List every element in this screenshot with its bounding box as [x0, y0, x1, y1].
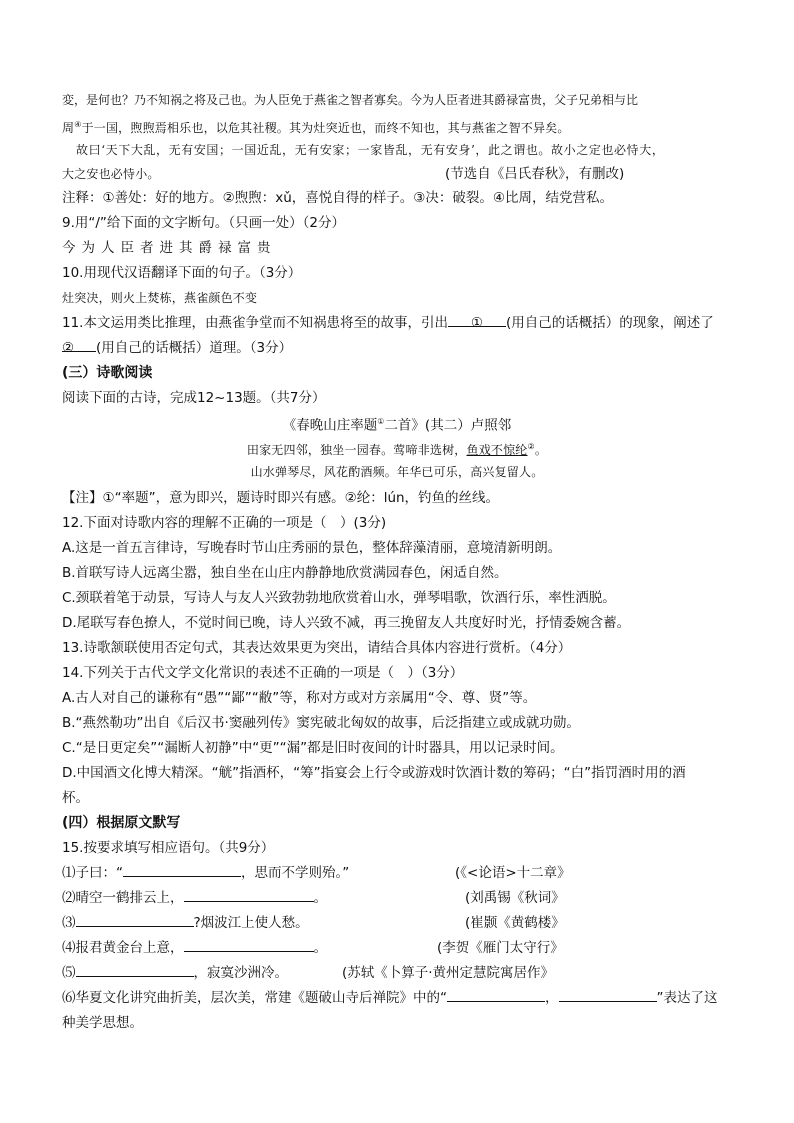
- q15-blank-1[interactable]: [123, 862, 241, 877]
- q14-option-c[interactable]: C.“是日更定矣”“漏断人初静”中“更”“漏”都是旧时夜间的计时器具，用以记录时间。: [62, 740, 564, 756]
- section4-heading: (四）根据原文默写: [62, 815, 181, 831]
- q14-option-d-cont: 杯。: [62, 790, 89, 806]
- q14-option-a[interactable]: A.古人对自己的谦称有“愚”“鄙”“敝”等，称对方或对方亲属用“令、尊、贤”等。: [62, 690, 537, 706]
- q15-item-1-source: (《<论语>十二章》: [455, 865, 571, 881]
- q12-stem: 12.下面对诗歌内容的理解不正确的一项是（ ）(3分): [62, 515, 387, 531]
- poem-line-2: 山水弹琴尽，风花酌酒频。年华已可乐，高兴复留人。: [250, 465, 544, 479]
- q15-item-2: ⑵晴空一鹤排云上， 。: [62, 887, 327, 909]
- q15-item-6: ⑹华夏文化讲究曲折美，层次美，常建《题破山寺后禅院》中的“ ， ”表达了这: [62, 987, 718, 1009]
- passage-line-4: 大之安也必恃小。: [62, 167, 160, 181]
- q15-item-4: ⑷报君黄金台上意， 。: [62, 937, 327, 959]
- q15-blank-4[interactable]: [184, 937, 314, 952]
- q13-stem: 13.诗歌颔联使用否定句式，其表达效果更为突出，请结合具体内容进行赏析。（4分）: [62, 640, 572, 656]
- q10-stem: 10.用现代汉语翻译下面的句子。（3分）: [62, 265, 302, 281]
- q14-stem: 14.下列关于古代文学文化常识的表述不正确的一项是（ ）（3分）: [62, 665, 464, 681]
- q15-blank-5[interactable]: [76, 962, 194, 977]
- q12-option-c[interactable]: C.颈联着笔于动景，写诗人与友人兴致勃勃地欣赏着山水，弹琴唱歌，饮酒行乐，率性洒脱。: [62, 590, 616, 606]
- poem-title: 《春晚山庄率题①二首》(其二）卢照邻: [282, 417, 512, 434]
- q9-text: 今为人臣者进其爵禄富贵: [62, 240, 277, 256]
- q15-blank-2[interactable]: [184, 887, 314, 902]
- q15-blank-6a[interactable]: [447, 987, 545, 1002]
- q15-item-5-source: (苏轼《卜算子·黄州定慧院寓居作》: [342, 965, 555, 981]
- q11-blank-1[interactable]: ①: [448, 312, 506, 327]
- q12-option-b[interactable]: B.首联写诗人远离尘嚣，独自坐在山庄内静静地欣赏满园春色，闲适自然。: [62, 565, 508, 581]
- q15-item-5: ⑸ ，寂寞沙洲冷。: [62, 962, 288, 984]
- section3-intro: 阅读下面的古诗，完成12~13题。（共7分）: [62, 390, 326, 406]
- q15-item-2-source: (刘禹锡《秋词》: [465, 890, 565, 906]
- passage-source: (节选自《吕氏春秋》，有删改): [445, 166, 625, 182]
- q9-stem: 9.用“/”给下面的文字断句。（只画一处）（2分）: [62, 215, 346, 231]
- q15-blank-3[interactable]: [76, 912, 194, 927]
- q15-item-6-cont: 种美学思想。: [62, 1015, 143, 1031]
- q14-option-b[interactable]: B.“燕然勒功”出自《后汉书·窦融列传》窦宪破北匈奴的故事，后泛指建立或成就功勋。: [62, 715, 580, 731]
- q15-item-4-source: (李贺《雁门太守行》: [437, 940, 564, 956]
- poem-note: 【注】①“率题”，意为即兴，题诗时即兴有感。②纶：lún，钓鱼的丝线。: [62, 490, 500, 506]
- passage-line-3: 故曰‘天下大乱，无有安国；一国近乱，无有安家；一家皆乱，无有安身’，此之谓也。故小之定也必恃大，: [76, 143, 665, 157]
- q12-option-d[interactable]: D.尾联写春色撩人，不觉时间已晚，诗人兴致不减，再三挽留友人共度好时光，抒情委婉含蓄。: [62, 615, 631, 631]
- section3-heading: (三）诗歌阅读: [62, 365, 153, 381]
- q15-item-3: ⑶ ?烟波江上使人愁。: [62, 912, 309, 934]
- q15-item-3-source: (崔颢《黄鹤楼》: [465, 915, 565, 931]
- poem-line-1: 田家无四邻，独坐一园春。莺啼非选树，鱼戏不惊纶②。: [246, 442, 548, 457]
- q12-option-a[interactable]: A.这是一首五言律诗，写晚春时节山庄秀丽的景色，整体辞藻清丽，意境清新明朗。: [62, 540, 562, 556]
- passage-line-1: 変，是何也？乃不知祸之将及己也。为人臣免于燕雀之智者寡矣。今为人臣者进其爵禄富贵，父子兄弟相与比: [62, 93, 639, 107]
- q10-sentence: 灶突决，则火上焚栋，燕雀颜色不变: [62, 291, 258, 305]
- q15-item-1: ⑴子曰：“ ，思而不学则殆。”: [62, 862, 349, 884]
- q15-stem: 15.按要求填写相应语句。（共9分）: [62, 840, 275, 856]
- q11-line-2: ② (用自己的话概括）道理。（3分）: [62, 337, 292, 359]
- passage-notes: 注释：①善处：好的地方。②煦煦：xǔ，喜悦自得的样子。③决：破裂。④比周，结党营私。: [62, 190, 613, 206]
- q11-blank-2[interactable]: ②: [62, 337, 96, 352]
- q11-line-1: 11.本文运用类比推理，由燕雀争堂而不知祸患将至的故事，引出 ① (用自己的话概括）的现象，阐述了: [62, 312, 714, 334]
- passage-line-2: 周④于一国，煦煦焉相乐也，以危其社稷。其为灶突近也，而终不知也，其与燕雀之智不异矣。: [62, 120, 570, 135]
- q14-option-d[interactable]: D.中国酒文化博大精深。“觥”指酒杯，“筹”指宴会上行令或游戏时饮酒计数的筹码；“白”指罚酒时用的酒: [62, 765, 686, 781]
- q15-blank-6b[interactable]: [559, 987, 657, 1002]
